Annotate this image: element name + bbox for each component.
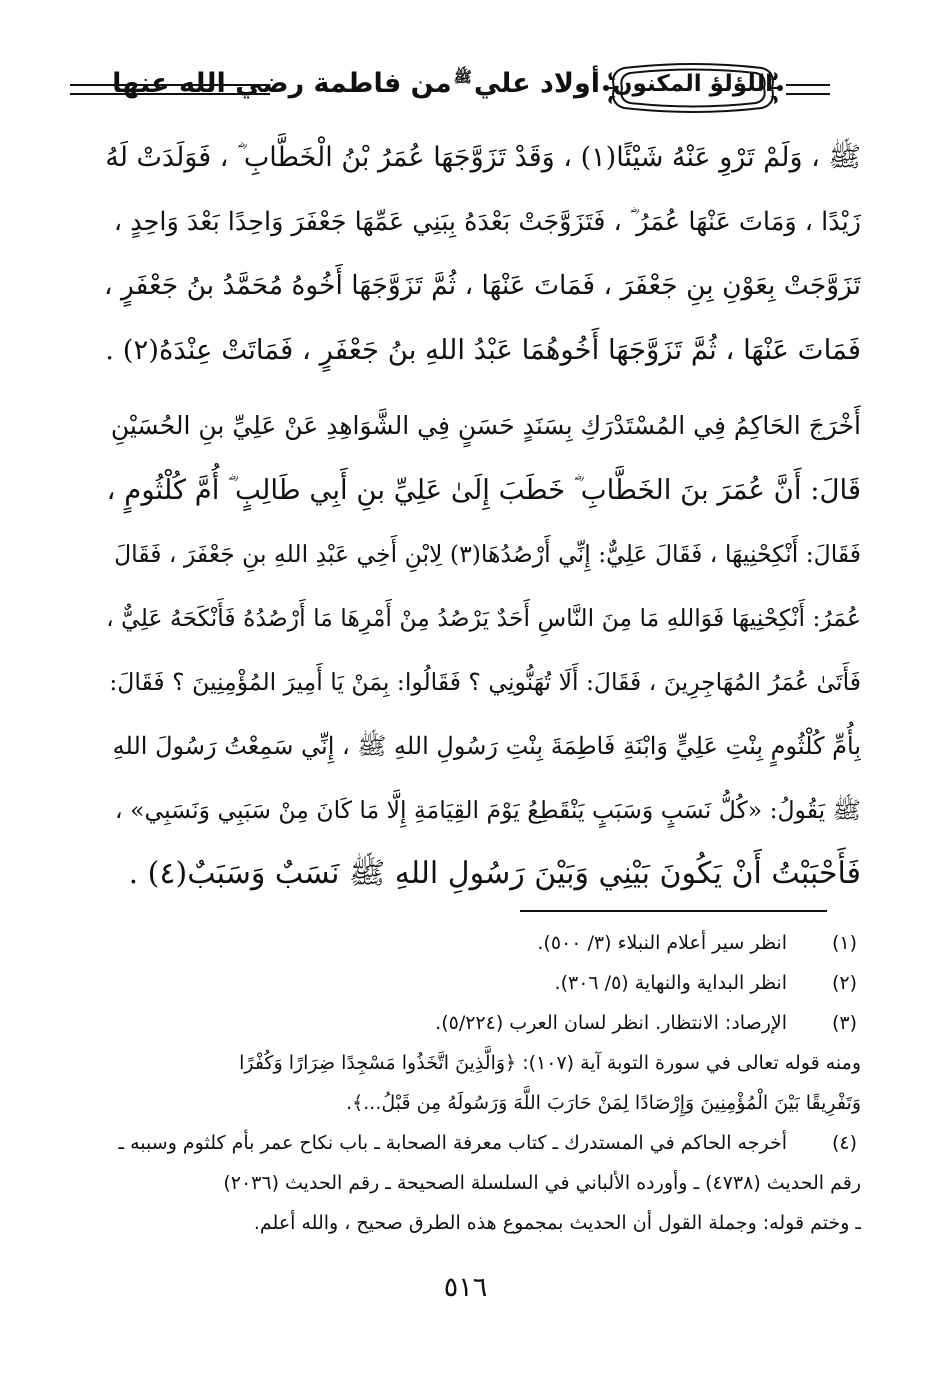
header-rule-right	[786, 84, 830, 95]
text-line: فَقَالَ: أَنْكِحْنِيهَا ، فَقَالَ عَلِيٌّ: إِنِّي أَرْصُدُهَا(٣) لِابْنِ أَخِي عَبْدِ اللهِ بنِ جَعْفَرَ ، فَقَالَ	[114, 540, 861, 568]
footnote-text: انظر البداية والنهاية (٥/ ٣٠٦).	[554, 972, 787, 994]
body-paragraph-2	[104, 394, 861, 906]
running-header	[70, 58, 830, 120]
footnote-number: (١)	[831, 932, 857, 954]
footnote-number: (٤)	[831, 1132, 857, 1154]
footnote-text: انظر سير أعلام النبلاء (٣/ ٥٠٠).	[537, 932, 787, 954]
text-line: فَأَتَىٰ عُمَرُ المُهَاجِرِينَ ، فَقَالَ: أَلَا تُهَنُّونِي ؟ فَقَالُوا: بِمَنْ يَا أَمِيرَ المُؤْمِنِينَ ؟ فَقَالَ:	[109, 668, 861, 696]
page-number: ٥١٦	[443, 1272, 488, 1303]
footnote-4	[101, 1123, 861, 1243]
footnote-3	[101, 1003, 861, 1043]
footnote-text: الإرصاد: الانتظار. انظر لسان العرب (٥/٢٢٤).	[435, 1012, 787, 1034]
text-line: فَمَاتَ عَنْهَا ، ثُمَّ تَزَوَّجَهَا أَخُوهُمَا عَبْدُ اللهِ بنُ جَعْفَرٍ ، فَمَاتَتْ عِنْدَهُ(٢) .	[105, 334, 861, 366]
chapter-title-part1: أولاد علي	[473, 68, 600, 99]
footnote-number: (٣)	[831, 1012, 857, 1034]
footnote-2	[101, 963, 861, 1003]
text-line: زَيْدًا ، وَمَاتَ عَنْهَا عُمَرُ ؓ ، فَتَزَوَّجَتْ بَعْدَهُ بِبَنِي عَمِّهَا جَعْفَرَ وَاحِدًا بَعْدَ وَاحِدٍ ،	[113, 207, 861, 237]
book-title: اللؤلؤ المكنون	[612, 71, 774, 97]
text-line: ﷺ ، وَلَمْ تَرْوِ عَنْهُ شَيْئًا(١) ، وَقَدْ تَزَوَّجَهَا عُمَرُ بْنُ الْخَطَّابِ ؓ ، فَوَلَدَتْ لَهُ	[105, 142, 861, 173]
text-line: فَأَحْبَبْتُ أَنْ يَكُونَ بَيْنِي وَبَيْنَ رَسُولِ اللهِ ﷺ نَسَبٌ وَسَبَبٌ(٤) .	[128, 856, 861, 891]
chapter-title-part2: من فاطمة رضي الله عنها	[112, 68, 452, 99]
footnote-3-continuation	[101, 1043, 931, 1123]
footnotes	[101, 923, 861, 1243]
header-rule-left	[70, 84, 270, 95]
text-line: أَخْرَجَ الحَاكِمُ فِي المُسْتَدْرَكِ بِسَنَدٍ حَسَنٍ فِي الشَّوَاهِدِ عَنْ عَلِيِّ بنِ الحُسَيْنِ	[110, 411, 861, 440]
text-line: تَزَوَّجَتْ بِعَوْنِ بِنِ جَعْفَرَ ، فَمَاتَ عَنْهَا ، ثُمَّ تَزَوَّجَهَا أَخُوهُ مُحَمَّدُ بنُ جَعْفَرٍ ،	[104, 270, 861, 301]
footnote-text: ومنه قوله تعالى في سورة التوبة آية (١٠٧): ﴿وَالَّذِينَ اتَّخَذُوا مَسْجِدًا ضِرَارًا وَكُفْرًا	[239, 1052, 861, 1074]
footnote-text: وَتَفْرِيقًا بَيْنَ الْمُؤْمِنِينَ وَإِرْصَادًا لِمَنْ حَارَبَ اللَّهَ وَرَسُولَهُ مِن قَبْلُ...﴾.	[346, 1092, 861, 1114]
text-line: عُمَرُ: أَنْكِحْنِيهَا فَوَاللهِ مَا مِنَ النَّاسِ أَحَدٌ يَرْصُدُ مِنْ أَمْرِهَا مَا أَرْصُدُهُ فَأَنْكَحَهُ عَلِيٌّ ،	[106, 604, 861, 632]
text-line: قَالَ: أَنَّ عُمَرَ بنَ الخَطَّابِ ؓ خَطَبَ إِلَىٰ عَلِيِّ بنِ أَبِي طَالِبٍ ؓ أُمَّ كُلْثُومٍ ،	[106, 474, 861, 506]
text-line: ﷺ يَقُولُ: «كُلُّ نَسَبٍ وَسَبَبٍ يَنْقَطِعُ يَوْمَ القِيَامَةِ إِلَّا مَا كَانَ مِنْ سَبَبِي وَنَسَبِي» ،	[115, 796, 861, 824]
footnote-text: أخرجه الحاكم في المستدرك ـ كتاب معرفة الصحابة ـ باب نكاح عمر بأم كلثوم وسببه ـ	[118, 1132, 787, 1154]
footnote-number: (٢)	[831, 972, 857, 994]
footnote-separator	[520, 910, 827, 912]
text-line: بِأُمِّ كُلْثُومٍ بِنْتِ عَلِيٍّ وَابْنَةِ فَاطِمَةَ بِنْتِ رَسُولِ اللهِ ﷺ ، إِنِّي سَمِعْتُ رَسُولَ اللهِ	[112, 732, 861, 760]
footnote-text: ـ وختم قوله: وجملة القول أن الحديث بمجموع هذه الطرق صحيح ، والله أعلم.	[253, 1212, 861, 1234]
footnote-text: رقم الحديث (٤٧٣٨) ـ وأورده الألباني في السلسلة الصحيحة ـ رقم الحديث (٢٠٣٦)	[223, 1172, 861, 1194]
salawat-mark: ﷺ	[453, 68, 472, 86]
footnote-1	[101, 923, 861, 963]
body-paragraph-1	[104, 126, 861, 382]
